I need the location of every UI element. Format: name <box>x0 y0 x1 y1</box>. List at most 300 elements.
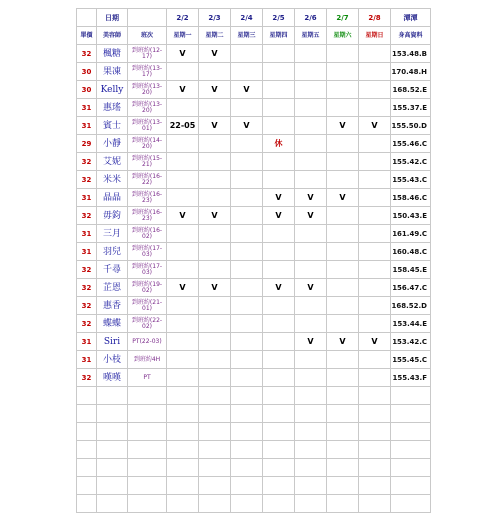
shift-time: 到班約(14-20) <box>128 135 167 153</box>
day-mark-1 <box>199 243 231 261</box>
measure-data: 155.37.E <box>391 99 431 117</box>
shift-time: 到班約(16-02) <box>128 225 167 243</box>
empty-cell <box>199 459 231 477</box>
stylist-name: 果凍 <box>97 63 128 81</box>
day-mark-1 <box>199 297 231 315</box>
empty-cell <box>128 405 167 423</box>
date-1: 2/3 <box>199 9 231 27</box>
day-mark-3 <box>263 45 295 63</box>
weekday-6: 星期日 <box>359 27 391 45</box>
empty-cell <box>263 405 295 423</box>
day-mark-5 <box>327 315 359 333</box>
day-mark-4 <box>295 135 327 153</box>
day-mark-5: V <box>327 189 359 207</box>
day-mark-0 <box>167 225 199 243</box>
day-mark-1 <box>199 153 231 171</box>
empty-cell <box>167 495 199 513</box>
day-mark-4: V <box>295 279 327 297</box>
day-mark-1 <box>199 99 231 117</box>
day-mark-6 <box>359 153 391 171</box>
day-mark-3 <box>263 351 295 369</box>
shift-time: 到班約(22-02) <box>128 315 167 333</box>
stylist-name: 賓士 <box>97 117 128 135</box>
unit-price: 31 <box>77 333 97 351</box>
day-mark-4 <box>295 117 327 135</box>
empty-cell <box>77 495 97 513</box>
day-mark-1 <box>199 225 231 243</box>
day-mark-4 <box>295 315 327 333</box>
stylist-name: 三月 <box>97 225 128 243</box>
day-mark-5 <box>327 135 359 153</box>
table-row <box>77 81 431 99</box>
unit-price: 30 <box>77 81 97 99</box>
weekday-0: 星期一 <box>167 27 199 45</box>
day-mark-2 <box>231 153 263 171</box>
unit-price: 29 <box>77 135 97 153</box>
empty-cell <box>327 459 359 477</box>
empty-row <box>77 405 431 423</box>
day-mark-4 <box>295 45 327 63</box>
empty-row <box>77 495 431 513</box>
empty-cell <box>327 495 359 513</box>
day-mark-4 <box>295 225 327 243</box>
measure-data: 160.48.C <box>391 243 431 261</box>
shift-time: 到班約(16-23) <box>128 207 167 225</box>
day-mark-5 <box>327 225 359 243</box>
table-row <box>77 315 431 333</box>
empty-cell <box>327 405 359 423</box>
empty-cell <box>128 441 167 459</box>
day-mark-6 <box>359 63 391 81</box>
day-mark-4 <box>295 369 327 387</box>
empty-cell <box>359 477 391 495</box>
empty-cell <box>199 495 231 513</box>
table-row <box>77 99 431 117</box>
shift-time: 到班約(16-22) <box>128 171 167 189</box>
empty-row <box>77 387 431 405</box>
unit-price: 31 <box>77 225 97 243</box>
day-mark-3 <box>263 297 295 315</box>
day-mark-3 <box>263 333 295 351</box>
day-mark-1 <box>199 171 231 189</box>
measure-data: 170.48.H <box>391 63 431 81</box>
empty-cell <box>231 441 263 459</box>
day-mark-3 <box>263 81 295 99</box>
empty-cell <box>97 423 128 441</box>
day-mark-3 <box>263 315 295 333</box>
table-row <box>77 369 431 387</box>
day-mark-6 <box>359 189 391 207</box>
measure-data: 155.43.F <box>391 369 431 387</box>
day-mark-0 <box>167 369 199 387</box>
day-mark-5: V <box>327 117 359 135</box>
empty-cell <box>295 387 327 405</box>
day-mark-5 <box>327 243 359 261</box>
table-row <box>77 261 431 279</box>
day-mark-4 <box>295 99 327 117</box>
day-mark-4 <box>295 81 327 99</box>
stylist-name: 小靜 <box>97 135 128 153</box>
day-mark-2 <box>231 315 263 333</box>
day-mark-4 <box>295 297 327 315</box>
empty-cell <box>295 477 327 495</box>
measure-data: 153.44.E <box>391 315 431 333</box>
empty-cell <box>77 387 97 405</box>
day-mark-3 <box>263 261 295 279</box>
empty-cell <box>263 495 295 513</box>
day-mark-6 <box>359 135 391 153</box>
empty-cell <box>359 405 391 423</box>
day-mark-5: V <box>327 333 359 351</box>
empty-cell <box>199 423 231 441</box>
stylist-name: 嘆嘆 <box>97 369 128 387</box>
day-mark-3: 休 <box>263 135 295 153</box>
day-mark-2 <box>231 207 263 225</box>
empty-cell <box>391 441 431 459</box>
empty-cell <box>97 441 128 459</box>
empty-cell <box>359 423 391 441</box>
shift-time: PT(22-03) <box>128 333 167 351</box>
stylist-name: 千尋 <box>97 261 128 279</box>
day-mark-1 <box>199 351 231 369</box>
day-mark-0: V <box>167 279 199 297</box>
measure-data: 153.48.B <box>391 45 431 63</box>
day-mark-4: V <box>295 333 327 351</box>
measure-data: 168.52.E <box>391 81 431 99</box>
day-mark-0: V <box>167 81 199 99</box>
day-mark-1: V <box>199 207 231 225</box>
stylist-name: Siri <box>97 333 128 351</box>
measure-data: 155.46.C <box>391 135 431 153</box>
day-mark-3 <box>263 225 295 243</box>
day-mark-5 <box>327 81 359 99</box>
day-mark-3 <box>263 117 295 135</box>
table-row <box>77 243 431 261</box>
stylist-name: 米米 <box>97 171 128 189</box>
empty-cell <box>97 459 128 477</box>
day-mark-2 <box>231 225 263 243</box>
weekday-3: 星期四 <box>263 27 295 45</box>
empty-cell <box>199 405 231 423</box>
date-0: 2/2 <box>167 9 199 27</box>
day-mark-0: V <box>167 207 199 225</box>
empty-row <box>77 459 431 477</box>
empty-cell <box>231 477 263 495</box>
shift-time: PT <box>128 369 167 387</box>
date-6: 2/8 <box>359 9 391 27</box>
empty-cell <box>391 405 431 423</box>
price-label: 身高資料 <box>391 27 431 45</box>
day-mark-5 <box>327 153 359 171</box>
empty-cell <box>97 405 128 423</box>
day-mark-6 <box>359 225 391 243</box>
day-mark-0 <box>167 135 199 153</box>
measure-data: 155.42.C <box>391 153 431 171</box>
empty-cell <box>295 423 327 441</box>
day-mark-3: V <box>263 189 295 207</box>
day-mark-5 <box>327 261 359 279</box>
day-mark-5 <box>327 207 359 225</box>
table-row <box>77 135 431 153</box>
day-mark-2 <box>231 189 263 207</box>
empty-cell <box>231 387 263 405</box>
table-row <box>77 171 431 189</box>
day-mark-2 <box>231 351 263 369</box>
unit-price: 32 <box>77 171 97 189</box>
empty-cell <box>295 459 327 477</box>
empty-cell <box>231 423 263 441</box>
empty-cell <box>128 495 167 513</box>
shift-time: 到班約(15-21) <box>128 153 167 171</box>
name-label: 美容師 <box>97 27 128 45</box>
measure-data: 158.46.C <box>391 189 431 207</box>
day-mark-3 <box>263 99 295 117</box>
measure-data: 150.43.E <box>391 207 431 225</box>
day-mark-0 <box>167 63 199 81</box>
empty-cell <box>295 405 327 423</box>
empty-cell <box>231 405 263 423</box>
empty-cell <box>77 423 97 441</box>
day-mark-2 <box>231 333 263 351</box>
measure-data: 155.45.C <box>391 351 431 369</box>
day-mark-2 <box>231 63 263 81</box>
table-row <box>77 333 431 351</box>
empty-cell <box>199 387 231 405</box>
shift-time: 到班約(13-17) <box>128 63 167 81</box>
day-mark-0 <box>167 153 199 171</box>
day-mark-2: V <box>231 117 263 135</box>
day-mark-1: V <box>199 45 231 63</box>
day-mark-5 <box>327 351 359 369</box>
empty-cell <box>327 387 359 405</box>
unit-price: 32 <box>77 297 97 315</box>
stylist-name: 惠香 <box>97 297 128 315</box>
empty-cell <box>263 441 295 459</box>
measure-data: 156.47.C <box>391 279 431 297</box>
day-mark-3 <box>263 153 295 171</box>
day-mark-3 <box>263 369 295 387</box>
shift-time: 到班約(16-23) <box>128 189 167 207</box>
stylist-name: 艾妮 <box>97 153 128 171</box>
shift-time: 到班約(13-20) <box>128 99 167 117</box>
unit-price: 31 <box>77 243 97 261</box>
stylist-name: 晶晶 <box>97 189 128 207</box>
weekday-4: 星期五 <box>295 27 327 45</box>
day-mark-2 <box>231 243 263 261</box>
unit-price: 31 <box>77 351 97 369</box>
date-3: 2/5 <box>263 9 295 27</box>
day-mark-3: V <box>263 207 295 225</box>
stylist-name: 羽兒 <box>97 243 128 261</box>
weekday-5: 星期六 <box>327 27 359 45</box>
empty-cell <box>167 387 199 405</box>
day-mark-3 <box>263 63 295 81</box>
day-mark-6 <box>359 81 391 99</box>
empty-cell <box>167 423 199 441</box>
shift-time: 到班約(17-03) <box>128 243 167 261</box>
shift-time: 到班約4H <box>128 351 167 369</box>
day-mark-1 <box>199 261 231 279</box>
empty-cell <box>359 495 391 513</box>
empty-cell <box>391 459 431 477</box>
empty-cell <box>359 459 391 477</box>
empty-cell <box>391 423 431 441</box>
empty-cell <box>97 495 128 513</box>
shift-time: 到班約(13-01) <box>128 117 167 135</box>
day-mark-2 <box>231 279 263 297</box>
empty-row <box>77 423 431 441</box>
day-mark-1: V <box>199 279 231 297</box>
empty-cell <box>263 477 295 495</box>
day-mark-3: V <box>263 279 295 297</box>
stylist-name: 惠瑤 <box>97 99 128 117</box>
empty-cell <box>128 477 167 495</box>
day-mark-5 <box>327 63 359 81</box>
day-mark-6 <box>359 297 391 315</box>
day-mark-4 <box>295 171 327 189</box>
measure-data: 161.49.C <box>391 225 431 243</box>
day-mark-4: V <box>295 189 327 207</box>
day-mark-2 <box>231 45 263 63</box>
empty-cell <box>128 459 167 477</box>
day-mark-6 <box>359 45 391 63</box>
empty-cell <box>77 405 97 423</box>
unit-price: 32 <box>77 369 97 387</box>
day-mark-1 <box>199 63 231 81</box>
unit-price: 31 <box>77 189 97 207</box>
unit-price: 31 <box>77 117 97 135</box>
empty-cell <box>391 495 431 513</box>
empty-cell <box>77 441 97 459</box>
day-mark-6: V <box>359 333 391 351</box>
day-mark-6 <box>359 243 391 261</box>
unit-price: 32 <box>77 153 97 171</box>
day-mark-0 <box>167 261 199 279</box>
weekday-1: 星期二 <box>199 27 231 45</box>
day-mark-1 <box>199 333 231 351</box>
date-label: 日期 <box>97 9 128 27</box>
empty-cell <box>128 423 167 441</box>
shift-time: 到班約(21-01) <box>128 297 167 315</box>
day-mark-0: 22-05 <box>167 117 199 135</box>
empty-cell <box>263 423 295 441</box>
day-mark-3 <box>263 243 295 261</box>
day-mark-6 <box>359 207 391 225</box>
day-mark-2 <box>231 99 263 117</box>
unit-price: 30 <box>77 63 97 81</box>
day-mark-1 <box>199 135 231 153</box>
day-mark-4 <box>295 351 327 369</box>
empty-cell <box>231 459 263 477</box>
day-mark-3 <box>263 171 295 189</box>
measure-data: 155.50.D <box>391 117 431 135</box>
stylist-name: 小枝 <box>97 351 128 369</box>
day-mark-1: V <box>199 117 231 135</box>
day-mark-1: V <box>199 81 231 99</box>
day-mark-2 <box>231 369 263 387</box>
table-row <box>77 63 431 81</box>
stylist-name: 楓糖 <box>97 45 128 63</box>
unit-price: 32 <box>77 315 97 333</box>
unit-price: 32 <box>77 207 97 225</box>
day-mark-6 <box>359 315 391 333</box>
unit-label: 單價 <box>77 27 97 45</box>
weekday-2: 星期三 <box>231 27 263 45</box>
table-row <box>77 117 431 135</box>
empty-cell <box>391 477 431 495</box>
day-mark-2 <box>231 261 263 279</box>
empty-cell <box>97 387 128 405</box>
day-mark-0 <box>167 99 199 117</box>
empty-cell <box>263 459 295 477</box>
empty-cell <box>327 441 359 459</box>
day-mark-4: V <box>295 207 327 225</box>
shift-label: 班次 <box>128 27 167 45</box>
unit-price: 32 <box>77 261 97 279</box>
empty-cell <box>359 441 391 459</box>
day-mark-6 <box>359 369 391 387</box>
empty-cell <box>167 405 199 423</box>
empty-cell <box>167 459 199 477</box>
day-mark-5 <box>327 369 359 387</box>
day-mark-1 <box>199 369 231 387</box>
day-mark-1 <box>199 189 231 207</box>
day-mark-5 <box>327 171 359 189</box>
day-mark-4 <box>295 261 327 279</box>
table-row <box>77 45 431 63</box>
stylist-name: 芷恩 <box>97 279 128 297</box>
day-mark-4 <box>295 63 327 81</box>
day-mark-6 <box>359 261 391 279</box>
day-mark-6 <box>359 171 391 189</box>
day-mark-2 <box>231 297 263 315</box>
empty-cell <box>359 387 391 405</box>
stylist-name: 毋鈞 <box>97 207 128 225</box>
date-4: 2/6 <box>295 9 327 27</box>
day-mark-6 <box>359 351 391 369</box>
empty-cell <box>327 423 359 441</box>
shift-time: 到班約(12-17) <box>128 45 167 63</box>
empty-cell <box>199 441 231 459</box>
measure-data: 153.42.C <box>391 333 431 351</box>
day-mark-1 <box>199 315 231 333</box>
table-row <box>77 279 431 297</box>
empty-cell <box>167 441 199 459</box>
empty-cell <box>77 477 97 495</box>
empty-cell <box>295 441 327 459</box>
day-mark-0 <box>167 171 199 189</box>
day-mark-6 <box>359 279 391 297</box>
unit-price: 32 <box>77 279 97 297</box>
day-mark-2 <box>231 135 263 153</box>
day-mark-0: V <box>167 45 199 63</box>
day-mark-0 <box>167 243 199 261</box>
schedule-table <box>76 8 431 513</box>
measure-data: 158.45.E <box>391 261 431 279</box>
empty-row <box>77 477 431 495</box>
day-mark-6: V <box>359 117 391 135</box>
unit-price: 32 <box>77 45 97 63</box>
day-mark-0 <box>167 333 199 351</box>
stylist-name: Kelly <box>97 81 128 99</box>
table-row <box>77 297 431 315</box>
unit-price: 31 <box>77 99 97 117</box>
day-mark-0 <box>167 189 199 207</box>
empty-cell <box>263 387 295 405</box>
day-mark-4 <box>295 243 327 261</box>
empty-cell <box>128 387 167 405</box>
empty-cell <box>327 477 359 495</box>
